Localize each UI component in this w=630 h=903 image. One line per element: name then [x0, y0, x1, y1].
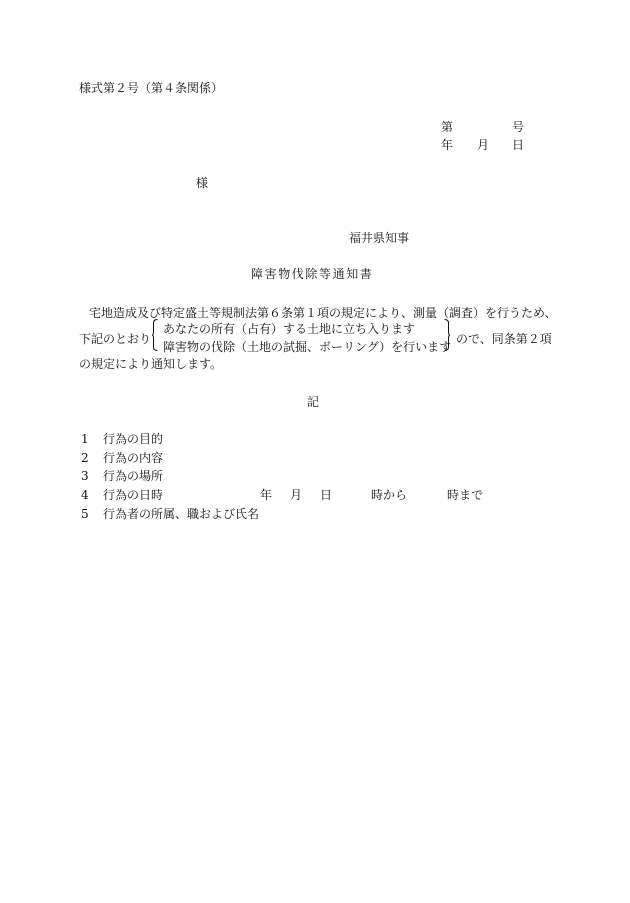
item-text: 行為の内容 — [103, 451, 164, 465]
ki-heading: 記 — [307, 395, 320, 409]
item-text: 行為の場所 — [103, 469, 164, 483]
issuer-name: 福井県知事 — [349, 231, 410, 245]
datetime-until: 時まで — [447, 488, 484, 502]
body-line-1: 宅地造成及び特定盛土等規制法第６条第１項の規定により、測量（調査）を行うため、 — [89, 306, 557, 320]
item-number: 5 — [81, 507, 89, 521]
body-line-3: の規定により通知します。 — [79, 357, 223, 371]
item-number: 4 — [81, 488, 89, 502]
document-title: 障害物伐除等通知書 — [251, 267, 374, 281]
addressee-suffix: 様 — [196, 176, 209, 190]
document-number-suffix: 号 — [512, 120, 525, 134]
item-number: 2 — [81, 451, 89, 465]
datetime-month: 月 — [290, 488, 303, 502]
body-line-2-prefix: 下記のとおり — [79, 332, 152, 346]
option-remove-obstacles: 障害物の伐除（土地の試掘、ボーリング）を行います — [163, 340, 452, 354]
item-text: 行為の日時 — [103, 488, 164, 502]
item-number: 1 — [81, 432, 89, 446]
left-brace — [152, 319, 158, 351]
datetime-year: 年 — [260, 488, 273, 502]
date-year-label: 年 — [441, 138, 454, 152]
body-line-2-suffix: ので、同条第２項 — [456, 332, 552, 346]
item-number: 3 — [81, 469, 89, 483]
right-brace — [444, 319, 450, 351]
item-text: 行為の目的 — [103, 432, 164, 446]
item-text: 行為者の所属、職および氏名 — [103, 507, 260, 521]
datetime-day: 日 — [320, 488, 333, 502]
date-month-label: 月 — [477, 138, 490, 152]
form-number: 様式第２号（第４条関係） — [79, 81, 224, 95]
date-day-label: 日 — [512, 138, 525, 152]
option-enter-land: あなたの所有（占有）する土地に立ち入ります — [163, 322, 416, 336]
datetime-from: 時から — [371, 488, 408, 502]
document-number-label: 第 — [441, 120, 454, 134]
